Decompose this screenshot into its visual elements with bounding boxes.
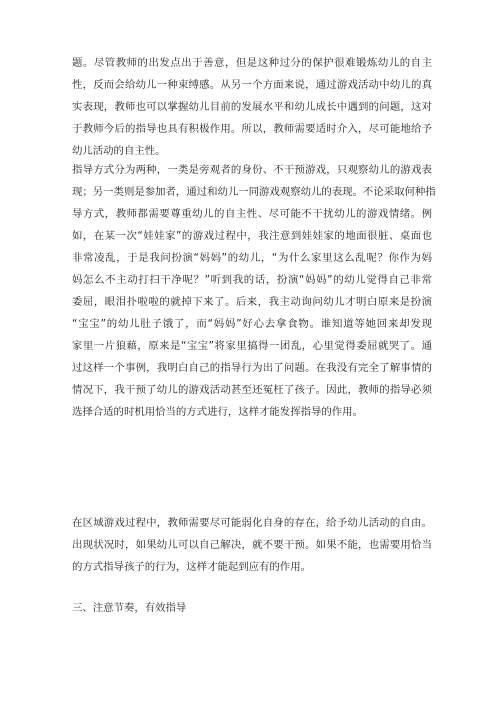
text-line: 出现状况时，如果幼儿可以自己解决，就不要干预。如果不能，也需要用恰当 xyxy=(72,539,432,551)
text-line: 家里一片狼藉，原来是“宝宝”将家里搞得一团乱，心里觉得委屈就哭了。通 xyxy=(72,340,432,352)
section-heading xyxy=(72,597,432,619)
text-line: 现；另一类则是参加者，通过和幼儿一同游戏观察幼儿的表现。不论采取何种指 xyxy=(72,186,436,198)
text-line: 妈怎么不主动打扫干净呢？”听到我的话，扮演“妈妈”的幼儿觉得自己非常 xyxy=(72,274,432,286)
text-line: 指导方式分为两种，一类是旁观者的身份、不干预游戏，只观察幼儿的游戏表 xyxy=(72,164,432,176)
text-line: 于教师今后的指导也具有积极作用。所以，教师需要适时介入，尽可能地给予 xyxy=(72,123,432,135)
text-line: 如，在某一次“娃娃家”的游戏过程中，我注意到娃娃家的地面很脏、桌面也 xyxy=(72,230,432,242)
text-line: 的方式指导孩子的行为，这样才能起到应有的作用。 xyxy=(72,561,311,573)
text-line: 导方式，教师都需要尊重幼儿的自主性、尽可能不干扰幼儿的游戏情绪。例 xyxy=(72,208,432,220)
text-line: 幼儿活动的自主性。 xyxy=(72,145,166,157)
paragraph-1 xyxy=(72,52,432,162)
paragraph-3 xyxy=(72,512,432,578)
heading-text: 三、注意节奏，有效指导 xyxy=(72,602,187,614)
text-line: 题。尽管教师的出发点出于善意，但是这种过分的保护很难锻炼幼儿的自主 xyxy=(72,57,432,69)
text-line: 性，反而会给幼儿一种束缚感。从另一个方面来说，通过游戏活动中幼儿的真 xyxy=(72,79,432,91)
text-line: 过这样一个事例，我明白自己的指导行为出了问题。在我没有完全了解事情的 xyxy=(72,362,432,374)
text-line: 实表现，教师也可以掌握幼儿目前的发展水平和幼儿成长中遇到的问题，这对 xyxy=(72,101,432,113)
text-line: 非常凌乱，于是我问扮演“妈妈”的幼儿，“为什么家里这么乱呢？你作为妈 xyxy=(72,252,432,264)
text-line: “宝宝”的幼儿肚子饿了，而“妈妈”好心去拿食物。谁知道等她回来却发现 xyxy=(72,318,432,330)
text-line: 在区域游戏过程中，教师需要尽可能弱化自身的存在，给予幼儿活动的自由。 xyxy=(72,517,432,529)
text-line: 委屈，眼泪扑啦啦的就掉下来了。后来，我主动询问幼儿才明白原来是扮演 xyxy=(72,296,432,308)
text-line: 选择合适的时机用恰当的方式进行，这样才能发挥指导的作用。 xyxy=(72,406,363,418)
paragraph-2 xyxy=(72,159,436,423)
text-line: 情况下，我干预了幼儿的游戏活动甚至还冤枉了孩子。因此，教师的指导必须 xyxy=(72,384,432,396)
